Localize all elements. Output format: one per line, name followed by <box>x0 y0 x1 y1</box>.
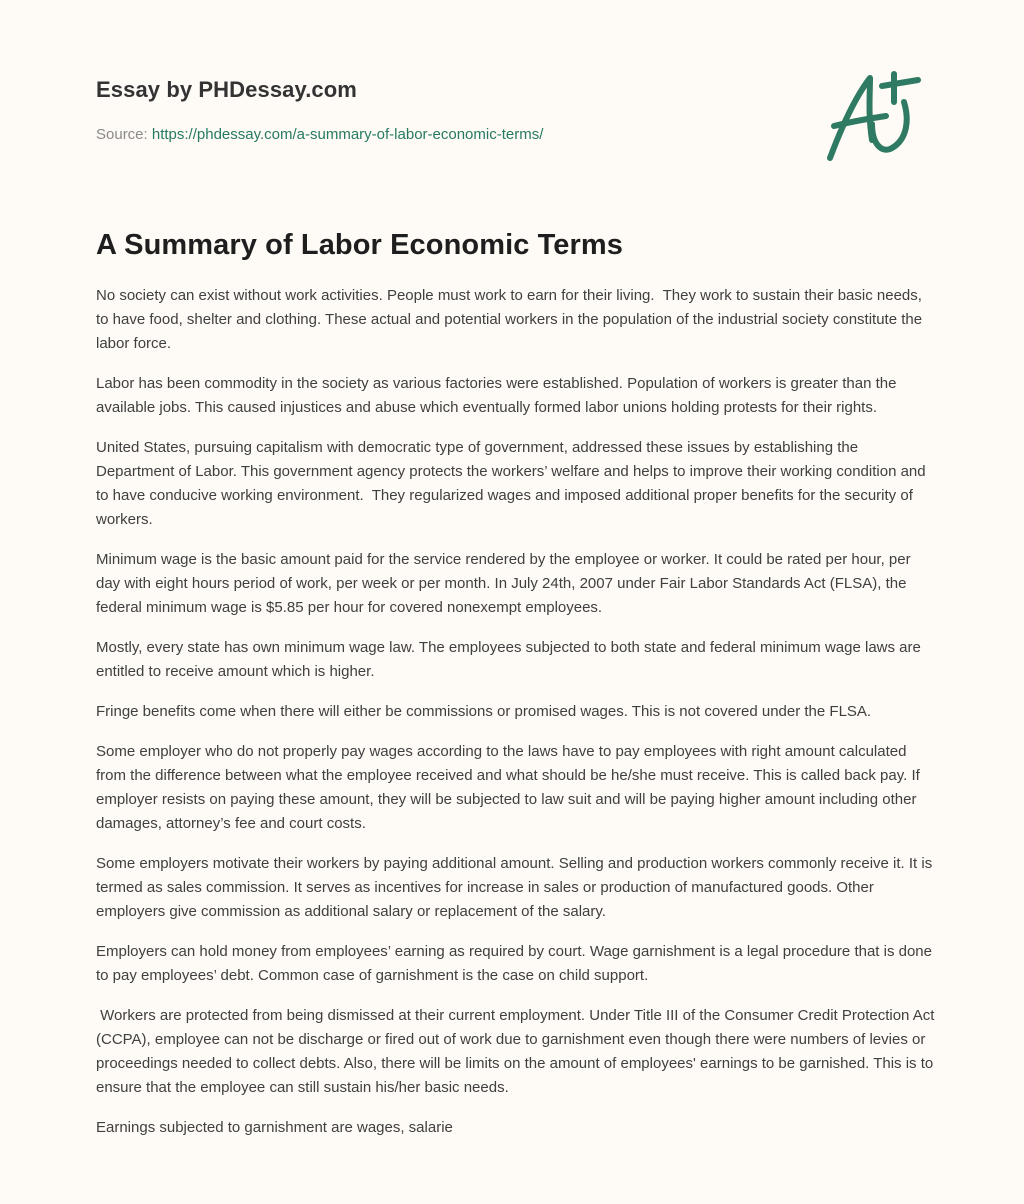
paragraph: Workers are protected from being dismissed at their current employment. Under Title III of the Consumer Credit Protection Act (CCPA), employee can not be discharge or fired out of work due to garnishment even though there were numbers of levies or proceedings needed to collect debts. Also, there will be limits on the amount of employees' earnings to be garnished. This is to ensure that the employee can still sustain his/her basic needs. <box>96 1007 939 1096</box>
paragraph: Some employer who do not properly pay wages according to the laws have to pay employees with right amount calculated from the difference between what the employee received and what should be he/she must receive. This is called back pay. If employer resists on paying these amount, they will be subjected to law suit and will be paying higher amount including other damages, attorney’s fee and court costs. <box>96 743 924 832</box>
article-body <box>96 284 939 1156</box>
paragraph: Employers can hold money from employees’ earning as required by court. Wage garnishment is a legal procedure that is done to pay employees’ debt. Common case of garnishment is the case on child support. <box>96 943 937 984</box>
source-link[interactable]: https://phdessay.com/a-summary-of-labor-economic-terms/ <box>151 126 544 143</box>
source-line <box>96 124 796 146</box>
source-label: Source: <box>96 126 152 143</box>
paragraph: Mostly, every state has own minimum wage law. The employees subjected to both state and federal minimum wage laws are entitled to receive amount which is higher. <box>96 639 926 680</box>
page-header <box>96 74 796 146</box>
paragraph: Minimum wage is the basic amount paid for the service rendered by the employee or worker. It could be rated per hour, per day with eight hours period of work, per week or per month. In July 24th, 2007 under Fair Labor Standards Act (FLSA), the federal minimum wage is $5.85 per hour for covered nonexempt employees. <box>96 551 915 616</box>
paragraph: No society can exist without work activities. People must work to earn for their living. They work to sustain their basic needs, to have food, shelter and clothing. These actual and potential workers in the population of the industrial society constitute the labor force. <box>96 287 927 352</box>
a-plus-grade-icon <box>820 64 932 168</box>
paragraph: Fringe benefits come when there will either be commissions or promised wages. This is not covered under the FLSA. <box>96 703 872 720</box>
article-title: A Summary of Labor Economic Terms <box>96 229 624 261</box>
paragraph: United States, pursuing capitalism with democratic type of government, addressed these issues by establishing the Department of Labor. This government agency protects the workers’ welfare and helps to improve their working condition and to have conducive working environment. They regularized wages and imposed additional proper benefits for the security of workers. <box>96 439 930 528</box>
paragraph: Labor has been commodity in the society as various factories were established. Population of workers is greater than the available jobs. This caused injustices and abuse which eventually formed labor unions holding protests for their rights. <box>96 375 901 416</box>
paragraph: Some employers motivate their workers by paying additional amount. Selling and production workers commonly receive it. It is termed as sales commission. It serves as incentives for increase in sales or production of manufactured goods. Other employers give commission as additional salary or replacement of the salary. <box>96 855 937 920</box>
site-title: Essay by PHDessay.com <box>96 77 357 102</box>
paragraph: Earnings subjected to garnishment are wages, salarie <box>96 1119 453 1136</box>
